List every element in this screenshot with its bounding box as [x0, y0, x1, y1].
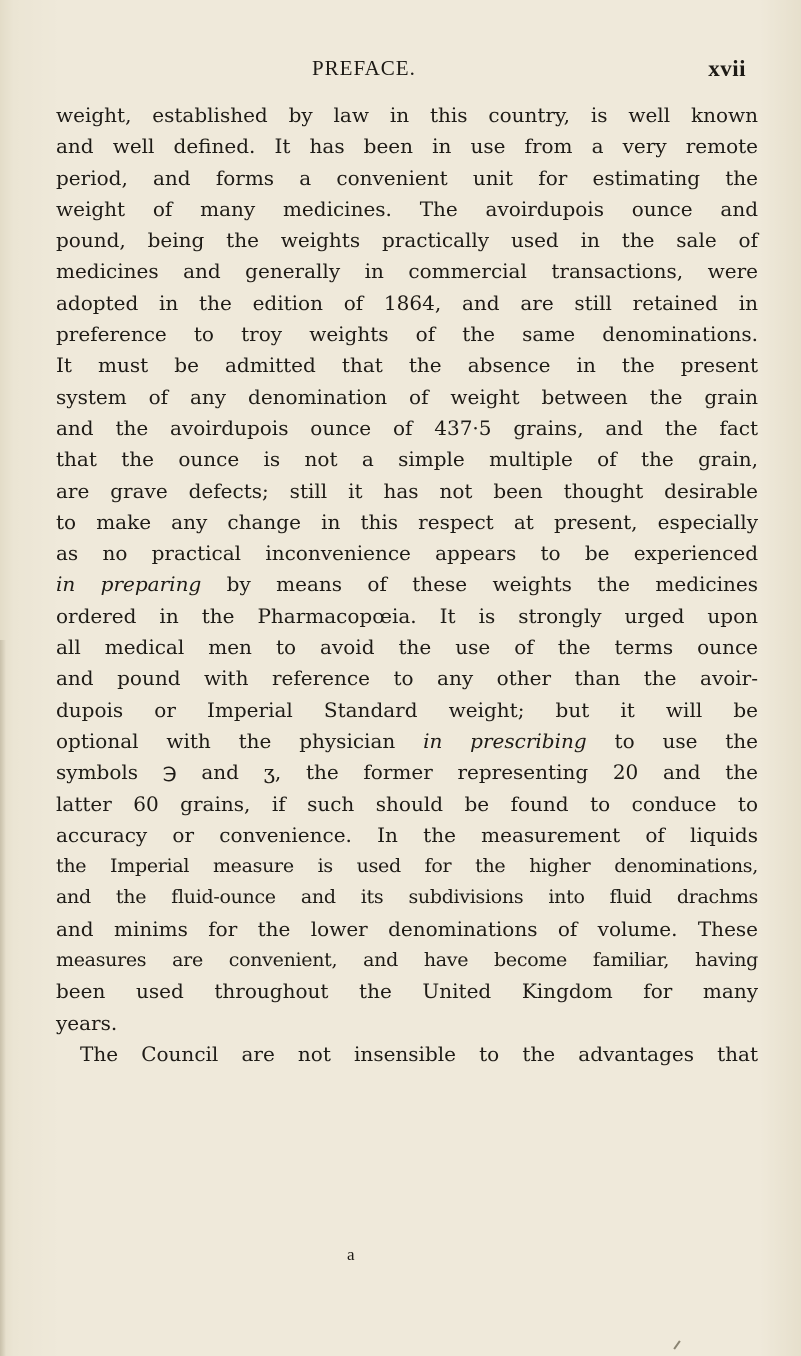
italic-run: in prescribing	[423, 728, 587, 753]
text-line: and the avoirdupois ounce of 437·5 grains, and the fact	[56, 415, 758, 440]
text-line: The Council are not insensible to the advantages that	[80, 1041, 758, 1066]
text-line: that the ounce is not a simple multiple of the grain,	[56, 447, 758, 472]
paper-speck	[673, 1340, 680, 1349]
text-line	[56, 726, 758, 757]
text-run: by means of these weights the medicines	[201, 572, 759, 597]
text-line: been used throughout the United Kingdom for many	[56, 979, 758, 1004]
text-line: the Imperial measure is used for the higher denominations,	[56, 855, 758, 878]
text-line: as no practical inconvenience appears to be experienced	[56, 541, 758, 566]
text-line: and well defined. It has been in use from a very remote	[56, 134, 758, 159]
text-line: and the fluid-ounce and its subdivisions into fluid drachms	[56, 886, 758, 909]
text-line: period, and forms a convenient unit for estimating the	[56, 165, 758, 190]
gutter-shadow	[0, 640, 6, 1356]
text-line: to make any change in this respect at present, especially	[56, 509, 758, 534]
text-line: and minims for the lower denominations of volume. These	[56, 916, 758, 941]
text-line: ordered in the Pharmacopœia. It is strongly urged upon	[56, 603, 758, 628]
text-line: medicines and generally in commercial transactions, were	[56, 259, 758, 284]
text-line: are grave defects; still it has not been thought desirable	[56, 478, 758, 503]
text-line: symbols ℈ and ʒ, the former representing 20 and the	[56, 760, 758, 785]
page-number: xvii	[708, 56, 746, 81]
italic-run: in preparing	[56, 572, 202, 597]
running-title: PREFACE.	[312, 56, 416, 80]
text-line: It must be admitted that the absence in the present	[56, 353, 758, 378]
text-line: weight, established by law in this country, is well known	[56, 103, 758, 127]
text-line: dupois or Imperial Standard weight; but it will be	[56, 697, 758, 722]
text-run: to use the	[586, 728, 759, 753]
running-head	[56, 56, 756, 86]
text-line: and pound with reference to any other than the avoir-	[56, 666, 758, 691]
text-line: system of any denomination of weight between the grain	[56, 384, 758, 409]
text-line: accuracy or convenience. In the measurement of liquids	[56, 822, 758, 847]
text-line: weight of many medicines. The avoirdupois ounce and	[56, 196, 758, 221]
text-line: all medical men to avoid the use of the terms ounce	[56, 635, 758, 660]
body-text	[56, 100, 758, 1070]
signature-mark: a	[347, 1245, 355, 1264]
text-line: latter 60 grains, if such should be found to conduce to	[56, 791, 758, 816]
text-line: preference to troy weights of the same denominations.	[56, 322, 758, 347]
text-line	[56, 569, 758, 600]
text-line: measures are convenient, and have become familiar, having	[56, 949, 758, 972]
text-line: adopted in the edition of 1864, and are still retained in	[56, 290, 758, 315]
text-run: optional with the physician	[56, 728, 424, 753]
text-line: years.	[56, 1010, 118, 1035]
text-line: pound, being the weights practically used in the sale of	[56, 228, 758, 253]
